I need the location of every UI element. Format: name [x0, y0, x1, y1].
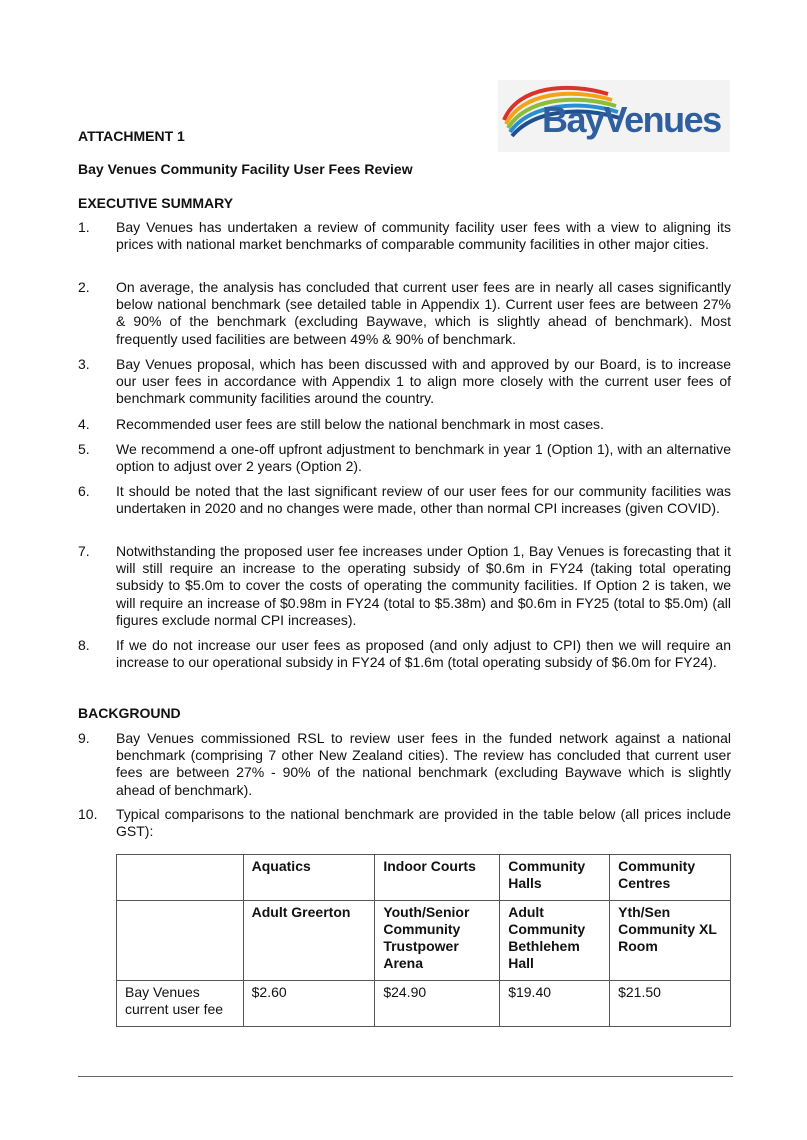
list-item	[78, 356, 731, 408]
table-header-row	[117, 855, 731, 901]
list-item	[78, 637, 731, 671]
item-number: 7.	[78, 543, 90, 559]
list-item	[78, 483, 731, 517]
table-cell: Youth/Senior Community Trustpower Arena	[375, 901, 500, 981]
table-cell: $2.60	[243, 981, 375, 1027]
item-text: We recommend a one-off upfront adjustment to benchmark in year 1 (Option 1), with an alternative option to adjust over 2 years (Option 2).	[116, 441, 731, 475]
item-number: 8.	[78, 637, 90, 653]
list-item	[78, 279, 731, 348]
document-title: Bay Venues Community Facility User Fees Review	[78, 161, 413, 177]
fee-comparison-table	[116, 854, 731, 1027]
table-cell: $21.50	[610, 981, 731, 1027]
item-number: 3.	[78, 356, 90, 372]
table-cell: Adult Community Bethlehem Hall	[500, 901, 610, 981]
list-item	[78, 543, 731, 629]
table-cell: Community Halls	[500, 855, 610, 901]
executive-summary-heading: EXECUTIVE SUMMARY	[78, 195, 234, 211]
list-item	[78, 806, 731, 840]
table-cell: Aquatics	[243, 855, 375, 901]
table-cell: $19.40	[500, 981, 610, 1027]
item-text: If we do not increase our user fees as proposed (and only adjust to CPI) then we will require an increase to our operational subsidy in FY24 of $1.6m (total operating subsidy of $6.0m for FY24).	[116, 637, 731, 671]
item-number: 2.	[78, 279, 90, 295]
list-item	[78, 416, 731, 433]
item-text: Typical comparisons to the national benchmark are provided in the table below (all prices include GST):	[116, 806, 731, 840]
item-text: Recommended user fees are still below the national benchmark in most cases.	[116, 416, 604, 432]
table-cell	[117, 855, 244, 901]
item-text: Bay Venues has undertaken a review of community facility user fees with a view to aligning its prices with national market benchmarks of comparable community facilities in other major cities.	[116, 219, 731, 253]
item-text: Bay Venues commissioned RSL to review user fees in the funded network against a national benchmark (comprising 7 other New Zealand cities). The review has concluded that current user fees are between 27% - 90% of the national benchmark (excluding Baywave which is slightly ahead of benchmark).	[116, 730, 731, 798]
item-number: 5.	[78, 441, 90, 457]
list-item	[78, 441, 731, 475]
table-cell: Yth/Sen Community XL Room	[610, 901, 731, 981]
logo-text: BayVenues	[542, 99, 721, 140]
attachment-label: ATTACHMENT 1	[78, 128, 185, 144]
item-number: 10.	[78, 806, 98, 822]
table-subheader-row	[117, 901, 731, 981]
item-number: 1.	[78, 219, 90, 235]
item-number: 6.	[78, 483, 90, 499]
item-number: 4.	[78, 416, 90, 432]
table-cell: $24.90	[375, 981, 500, 1027]
background-heading: BACKGROUND	[78, 705, 181, 721]
table-cell	[117, 901, 244, 981]
table-cell: Adult Greerton	[243, 901, 375, 981]
bay-venues-logo	[498, 80, 730, 152]
table-cell: Bay Venues current user fee	[117, 981, 244, 1027]
item-text: Notwithstanding the proposed user fee increases under Option 1, Bay Venues is forecasting that it will still require an increase to the operating subsidy of $0.6m in FY24 (taking total operating subsidy to $5.0m to cover the costs of operating the community facilities. If Option 2 is taken, we will require an increase of $0.98m in FY24 (total to $5.38m) and $0.6m in FY25 (total to $5.0m) (all figures exclude normal CPI increases).	[116, 543, 731, 628]
item-text: It should be noted that the last significant review of our user fees for our community facilities was undertaken in 2020 and no changes were made, other than normal CPI increases (given COVID).	[116, 483, 731, 517]
item-text: On average, the analysis has concluded that current user fees are in nearly all cases significantly below national benchmark (see detailed table in Appendix 1). Current user fees are between 27% & 90% of the benchmark (excluding Baywave, which is slightly ahead of benchmark). Most frequently used facilities are between 49% & 90% of benchmark.	[116, 279, 731, 347]
item-number: 9.	[78, 730, 90, 746]
table-row	[117, 981, 731, 1027]
list-item	[78, 730, 731, 799]
item-text: Bay Venues proposal, which has been discussed with and approved by our Board, is to increase our user fees in accordance with Appendix 1 to align more closely with the current user fees of benchmark community facilities around the country.	[116, 356, 731, 407]
footer-divider	[78, 1076, 733, 1077]
table-cell: Community Centres	[610, 855, 731, 901]
list-item	[78, 219, 731, 253]
table-cell: Indoor Courts	[375, 855, 500, 901]
